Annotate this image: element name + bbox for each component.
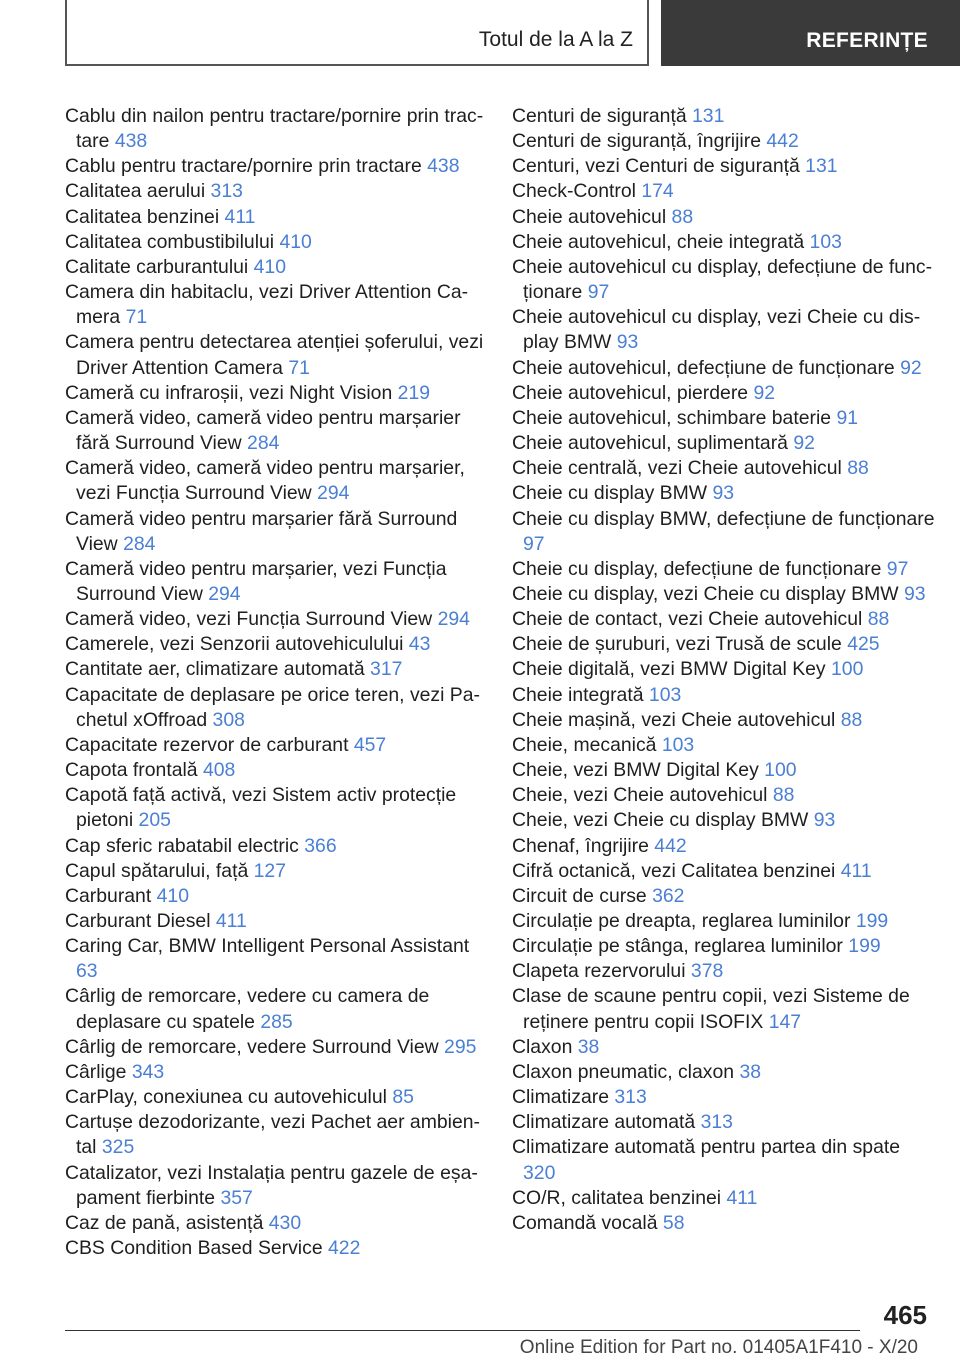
index-entry [512, 1110, 937, 1135]
page-reference-link[interactable]: 88 [840, 708, 863, 731]
index-term: Capul spătarului, față [65, 859, 249, 882]
index-term: Cheie autovehicul, defecțiune de funcționare [512, 356, 895, 379]
index-term: Cheie autovehicul cu display, vezi Cheie cu display BMW [512, 306, 921, 354]
index-entry [512, 859, 937, 884]
index-term: Camera pentru detectarea atenției șoferului, vezi Driver Attention Camera [65, 331, 484, 379]
footer-edition-text: Online Edition for Part no. 01405A1F410 - X/20 [519, 1337, 918, 1358]
index-entry [65, 230, 485, 255]
page-reference-link[interactable]: 410 [253, 255, 286, 278]
index-term: Calitatea aerului [65, 180, 206, 203]
index-entry [65, 984, 485, 1034]
index-term: Cheie cu display BMW [512, 482, 708, 505]
index-entry [65, 683, 485, 733]
index-entry [512, 708, 937, 733]
page-reference-link[interactable]: 422 [328, 1237, 361, 1260]
page-reference-link[interactable]: 362 [652, 884, 685, 907]
index-entry [512, 783, 937, 808]
index-entry [65, 280, 485, 330]
page-reference-link[interactable]: 174 [641, 180, 674, 203]
index-entry [512, 356, 937, 381]
index-entry [512, 582, 937, 607]
section-tab [661, 0, 960, 66]
index-term: Climatizare automată pentru partea din spate [512, 1136, 901, 1159]
index-term: Claxon [512, 1035, 573, 1058]
index-term: Circulație pe stânga, reglarea luminilor [512, 935, 843, 958]
page-reference-link[interactable]: 199 [848, 935, 881, 958]
index-entry [512, 230, 937, 255]
page-reference-link[interactable]: 93 [616, 331, 639, 354]
index-term: Cârlige [65, 1060, 127, 1083]
index-entry [512, 984, 937, 1034]
index-entry [512, 255, 937, 305]
index-term: Cablu pentru tractare/pornire prin tractare [65, 155, 422, 178]
page-reference-link[interactable]: 313 [614, 1086, 647, 1109]
index-term: Cameră video pentru marșarier, vezi Funcția Surround View [65, 557, 447, 605]
index-column-left [65, 104, 485, 1261]
index-term: CarPlay, conexiunea cu autovehiculul [65, 1086, 387, 1109]
page-reference-link[interactable]: 71 [288, 356, 310, 379]
index-term: Comandă vocală [512, 1211, 658, 1234]
index-term: Carburant [65, 884, 152, 907]
index-entry [512, 657, 937, 682]
index-term: Centuri de siguranță [512, 105, 687, 127]
chapter-title: Totul de la A la Z [478, 28, 633, 51]
page-reference-link[interactable]: 325 [101, 1136, 135, 1159]
index-term: Claxon pneumatic, claxon [512, 1060, 735, 1083]
index-term: Cheie autovehicul, schimbare baterie [512, 406, 832, 429]
page-reference-link[interactable]: 88 [671, 205, 694, 228]
index-term: Chenaf, îngrijire [512, 834, 649, 857]
index-entry [65, 154, 485, 179]
page-reference-link[interactable]: 91 [836, 406, 859, 429]
page-reference-link[interactable]: 284 [123, 532, 156, 555]
page-reference-link[interactable]: 38 [739, 1060, 762, 1083]
index-term: Centuri, vezi Centuri de siguranță [512, 155, 800, 178]
index-entry [65, 834, 485, 859]
page-header [65, 0, 960, 66]
index-entry [512, 179, 937, 204]
index-entry [512, 733, 937, 758]
index-term: Cârlig de remorcare, vedere Surround View [65, 1035, 439, 1058]
page-reference-link[interactable]: 97 [587, 281, 610, 304]
index-entry [512, 456, 937, 481]
index-term: Cantitate aer, climatizare automată [65, 658, 365, 681]
page-reference-link[interactable]: 103 [661, 733, 695, 756]
page-reference-link[interactable]: 88 [772, 784, 795, 807]
index-entry [512, 104, 937, 129]
index-entry [65, 330, 485, 380]
page-reference-link[interactable]: 294 [317, 482, 350, 505]
index-entry [65, 758, 485, 783]
index-entry [65, 406, 485, 456]
index-entry [65, 255, 485, 280]
index-term: Cartușe dezodorizante, vezi Pachet aer ambiental [65, 1111, 480, 1159]
index-term: Cheie autovehicul, cheie integrată [512, 230, 805, 253]
index-term: Cheie autovehicul, suplimentară [512, 432, 788, 455]
index-entry [65, 783, 485, 833]
index-term: Cap sferic rabatabil electric [65, 834, 299, 857]
page-reference-link[interactable]: 219 [397, 381, 431, 404]
page-reference-link[interactable]: 366 [304, 834, 337, 857]
index-entry [512, 406, 937, 431]
index-entry [65, 1085, 485, 1110]
page-reference-link[interactable]: 411 [840, 859, 872, 882]
index-term: Cheie centrală, vezi Cheie autovehicul [512, 457, 842, 480]
index-term: Cheie de contact, vezi Cheie autovehicul [512, 608, 863, 631]
index-entry [512, 557, 937, 582]
page-reference-link[interactable]: 284 [247, 432, 280, 455]
index-term: Cameră video, cameră video pentru marșarier fără Surround View [65, 406, 461, 455]
index-term: Carburant Diesel [65, 910, 211, 932]
page-reference-link[interactable]: 147 [768, 1010, 802, 1033]
index-term: Camerele, vezi Senzorii autovehiculului [65, 633, 404, 656]
index-entry [512, 1060, 937, 1085]
index-term: Centuri de siguranță, îngrijire [512, 130, 761, 153]
index-term: Circuit de curse [512, 884, 647, 907]
page-reference-link[interactable]: 313 [210, 180, 243, 203]
page-reference-link[interactable]: 357 [220, 1186, 253, 1209]
index-term: Cameră cu infraroșii, vezi Night Vision [65, 381, 393, 404]
index-entry [512, 129, 937, 154]
section-label: REFERINȚE [806, 29, 928, 52]
index-entry [65, 909, 485, 934]
index-entry [512, 1135, 937, 1185]
page-reference-link[interactable]: 425 [847, 633, 880, 656]
page-reference-link[interactable]: 93 [903, 582, 926, 605]
index-term: CBS Condition Based Service [65, 1237, 323, 1260]
index-entry [512, 154, 937, 179]
index-term: Cheie mașină, vezi Cheie autovehicul [512, 708, 836, 731]
index-entry [512, 884, 937, 909]
index-entry [512, 1035, 937, 1060]
page-reference-link[interactable]: 100 [831, 658, 864, 681]
index-term: Camera din habitaclu, vezi Driver Attention Camera [65, 281, 469, 329]
page-reference-link[interactable]: 97 [523, 532, 545, 555]
page-reference-link[interactable]: 438 [427, 155, 460, 178]
index-term: Capotă față activă, vezi Sistem activ protecție pietoni [65, 784, 457, 832]
page-reference-link[interactable]: 92 [793, 432, 815, 455]
page-reference-link[interactable]: 93 [813, 809, 836, 832]
index-entry [65, 104, 485, 154]
index-entry [512, 205, 937, 230]
index-term: Cheie integrată [512, 683, 644, 706]
index-term: Capacitate rezervor de carburant [65, 733, 349, 756]
index-term: Cheie, mecanică [512, 733, 657, 756]
page-reference-link[interactable]: 97 [886, 557, 909, 580]
index-term: Calitatea benzinei [65, 205, 220, 228]
index-term: Cheie, vezi BMW Digital Key [512, 759, 759, 782]
index-entry [65, 934, 485, 984]
index-entry [65, 557, 485, 607]
index-entry [512, 1211, 937, 1236]
page-reference-link[interactable]: 457 [353, 733, 387, 756]
index-entry [65, 456, 485, 506]
index-entry [512, 632, 937, 657]
index-entry [65, 1060, 485, 1085]
page-reference-link[interactable]: 92 [900, 356, 922, 379]
page-reference-link[interactable]: 92 [753, 381, 776, 404]
index-term: Cheie autovehicul, pierdere [512, 381, 749, 404]
index-entry [65, 1035, 485, 1060]
index-term: Cheie digitală, vezi BMW Digital Key [512, 658, 826, 681]
page-reference-link[interactable]: 317 [370, 658, 403, 681]
index-term: Cheie autovehicul [512, 205, 667, 228]
page-reference-link[interactable]: 411 [224, 205, 256, 228]
index-entry [65, 1236, 485, 1261]
index-term: Cheie cu display, defecțiune de funcționare [512, 557, 882, 580]
page-reference-link[interactable]: 103 [648, 683, 682, 706]
page-reference-link[interactable]: 93 [712, 482, 735, 505]
page-reference-link[interactable]: 43 [408, 633, 431, 656]
page-reference-link[interactable]: 438 [114, 130, 148, 153]
index-term: Cameră video, cameră video pentru marșarier, vezi Funcția Surround View [65, 457, 465, 505]
index-entry [512, 381, 937, 406]
index-term: Cameră video, vezi Funcția Surround View [65, 608, 433, 631]
page-reference-link[interactable]: 131 [805, 155, 838, 178]
index-term: Capota frontală [65, 759, 198, 782]
page-reference-link[interactable]: 411 [726, 1186, 758, 1209]
index-entry [512, 1085, 937, 1110]
page-reference-link[interactable]: 408 [202, 759, 236, 782]
index-term: Calitate carburantului [65, 255, 249, 278]
page-reference-link[interactable]: 320 [523, 1161, 556, 1184]
index-entry [65, 859, 485, 884]
index-column-right [512, 104, 937, 1236]
index-entry [65, 607, 485, 632]
page-reference-link[interactable]: 205 [138, 809, 171, 832]
index-entry [65, 179, 485, 204]
index-entry [512, 934, 937, 959]
page-reference-link[interactable]: 131 [692, 105, 725, 127]
page-reference-link[interactable]: 378 [690, 960, 724, 983]
index-term: Cameră video pentru marșarier fără Surround View [65, 507, 458, 555]
index-term: Circulație pe dreapta, reglarea luminilor [512, 910, 851, 932]
index-entry [512, 758, 937, 783]
page-reference-link[interactable]: 199 [855, 910, 889, 932]
index-entry [65, 381, 485, 406]
footer-divider [65, 1330, 860, 1331]
index-entry [512, 683, 937, 708]
index-term: Cheie, vezi Cheie autovehicul [512, 784, 768, 807]
page-reference-link[interactable]: 127 [253, 859, 286, 882]
index-entry [65, 507, 485, 557]
index-entry [65, 657, 485, 682]
page-reference-link[interactable]: 100 [764, 759, 797, 782]
page-reference-link[interactable]: 410 [279, 230, 312, 253]
page-reference-link[interactable]: 295 [444, 1035, 477, 1058]
index-term: Catalizator, vezi Instalația pentru gazele de eșapament fierbinte [65, 1161, 478, 1209]
index-entry [512, 305, 937, 355]
index-entry [65, 632, 485, 657]
index-entry [512, 431, 937, 456]
page-reference-link[interactable]: 85 [392, 1086, 414, 1109]
index-term: Capacitate de deplasare pe orice teren, vezi Pachetul xOffroad [65, 683, 480, 731]
index-entry [512, 1186, 937, 1211]
index-entry [65, 884, 485, 909]
page-reference-link[interactable]: 63 [76, 960, 98, 983]
index-entry [512, 834, 937, 859]
index-term: Caz de pană, asistență [65, 1211, 264, 1234]
index-entry [65, 205, 485, 230]
page-reference-link[interactable]: 88 [867, 608, 890, 631]
page-reference-link[interactable]: 410 [156, 884, 189, 907]
index-entry [512, 481, 937, 506]
index-term: Climatizare [512, 1086, 609, 1109]
page-reference-link[interactable]: 308 [212, 708, 245, 731]
page-reference-link[interactable]: 58 [662, 1211, 685, 1234]
index-entry [65, 733, 485, 758]
index-entry [512, 507, 937, 557]
index-term: Cheie cu display, vezi Cheie cu display BMW [512, 582, 899, 605]
index-term: Clase de scaune pentru copii, vezi Sisteme de reținere pentru copii ISOFIX [512, 985, 910, 1033]
index-entry [65, 1110, 485, 1160]
index-term: Caring Car, BMW Intelligent Personal Assistant [65, 935, 470, 958]
page-reference-link[interactable]: 411 [215, 910, 247, 932]
index-entry [65, 1161, 485, 1211]
page-reference-link[interactable]: 430 [268, 1211, 302, 1234]
index-term: Cheie de șuruburi, vezi Trusă de scule [512, 633, 842, 656]
index-entry [512, 909, 937, 934]
page-reference-link[interactable]: 285 [260, 1010, 293, 1033]
page-reference-link[interactable]: 88 [847, 457, 869, 480]
page-reference-link[interactable]: 103 [809, 230, 842, 253]
index-term: Climatizare automată [512, 1111, 696, 1134]
index-term: Clapeta rezervorului [512, 960, 686, 983]
page-reference-link[interactable]: 294 [437, 608, 470, 631]
index-entry [65, 1211, 485, 1236]
index-entry [512, 808, 937, 833]
page-number: 465 [883, 1300, 927, 1330]
index-entry [512, 959, 937, 984]
index-term: Cheie, vezi Cheie cu display BMW [512, 809, 809, 832]
index-term: Calitatea combustibilului [65, 230, 275, 253]
index-term: Cârlig de remorcare, vedere cu camera de deplasare cu spatele [65, 985, 430, 1033]
page-reference-link[interactable]: 442 [654, 834, 687, 857]
page-reference-link[interactable]: 343 [131, 1060, 165, 1083]
chapter-tab [65, 0, 649, 66]
page-reference-link[interactable]: 442 [766, 130, 799, 153]
index-entry [512, 607, 937, 632]
page-reference-link[interactable]: 71 [125, 306, 148, 329]
page-reference-link[interactable]: 294 [208, 582, 241, 605]
index-term: Cheie cu display BMW, defecțiune de funcționare [512, 507, 935, 530]
index-term: CO/R, calitatea benzinei [512, 1186, 722, 1209]
index-term: Check-Control [512, 180, 636, 203]
page-reference-link[interactable]: 313 [700, 1111, 733, 1134]
index-term: Cheie autovehicul cu display, defecțiune de funcționare [512, 255, 933, 304]
page-reference-link[interactable]: 38 [577, 1035, 600, 1058]
index-term: Cifră octanică, vezi Calitatea benzinei [512, 859, 836, 882]
index-term: Cablu din nailon pentru tractare/pornire prin tractare [65, 105, 484, 153]
